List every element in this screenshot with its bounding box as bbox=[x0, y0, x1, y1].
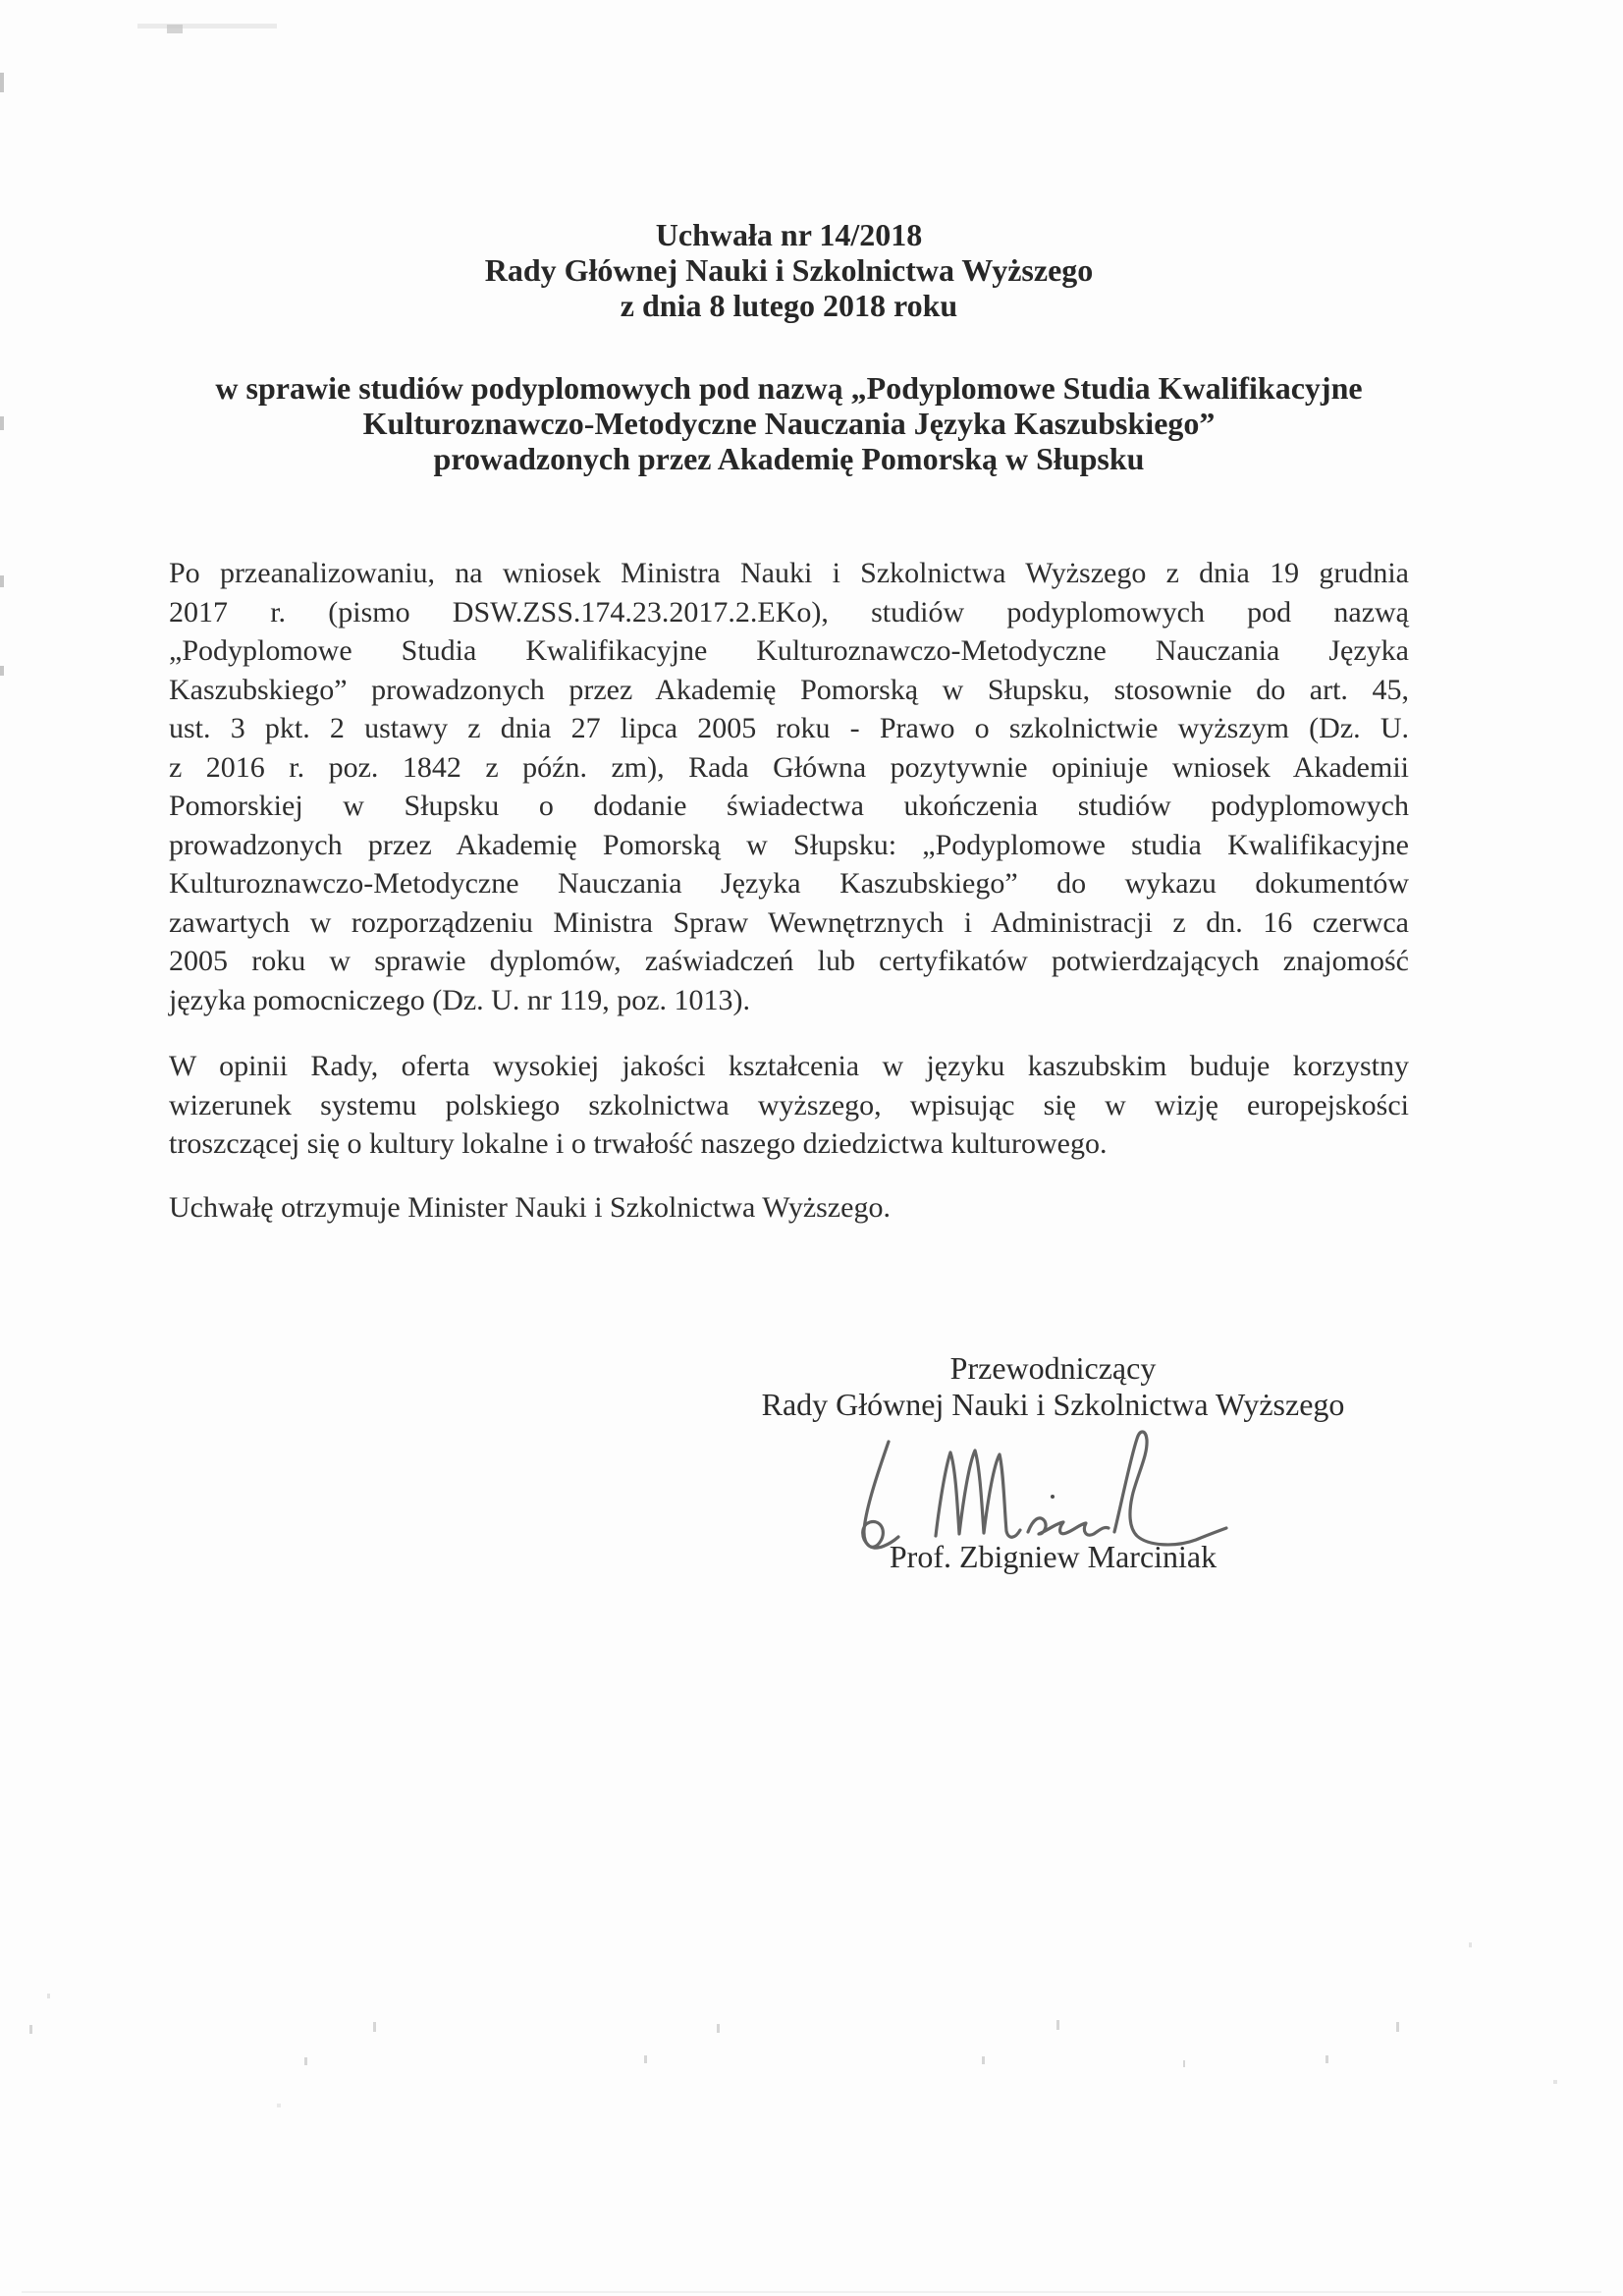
signature-role-line-1: Przewodniczący bbox=[949, 1350, 1157, 1386]
scan-bottom-edge bbox=[22, 2291, 1601, 2293]
body-line: „Podyplomowe Studia Kwalifikacyjne Kulturoznawczo-Metodyczne Nauczania Języka bbox=[169, 634, 1409, 667]
scan-edge-mark bbox=[0, 575, 4, 587]
paragraph-1 bbox=[169, 554, 1409, 1019]
speckle bbox=[29, 2025, 32, 2034]
body-line: Kaszubskiego” prowadzonych przez Akademię Pomorską w Słupsku, stosownie do art. 45, bbox=[169, 673, 1409, 706]
speckle bbox=[644, 2055, 647, 2063]
body-line: Po przeanalizowaniu, na wniosek Ministra Nauki i Szkolnictwa Wyższego z dnia 19 grudnia bbox=[169, 557, 1409, 589]
speckle bbox=[277, 2104, 281, 2107]
subject-line: Kulturoznawczo-Metodyczne Nauczania Języka Kaszubskiego” bbox=[362, 406, 1216, 441]
body-line: wizerunek systemu polskiego szkolnictwa wyższego, wpisując się w wizję europejskości bbox=[169, 1088, 1409, 1121]
speckle bbox=[1469, 1942, 1472, 1947]
body-line: prowadzonych przez Akademię Pomorską w Słupsku: „Podyplomowe studia Kwalifikacyjne bbox=[169, 828, 1409, 861]
scan-smudge bbox=[167, 25, 183, 33]
signature-role-line-2: Rady Głównej Nauki i Szkolnictwa Wyższego bbox=[761, 1387, 1345, 1422]
body-line: 2017 r. (pismo DSW.ZSS.174.23.2017.2.EKo), studiów podyplomowych pod nazwą bbox=[169, 595, 1409, 629]
speckle bbox=[1183, 2060, 1185, 2067]
document-subject bbox=[169, 370, 1409, 476]
body-line: W opinii Rady, oferta wysokiej jakości kształcenia w języku kaszubskim buduje korzystny bbox=[169, 1050, 1409, 1082]
body-line: Kulturoznawczo-Metodyczne Nauczania Języka Kaszubskiego” do wykazu dokumentów bbox=[169, 867, 1409, 900]
speckle bbox=[982, 2056, 985, 2064]
scan-streak bbox=[137, 24, 277, 28]
speckle bbox=[1325, 2055, 1328, 2063]
speckle bbox=[717, 2024, 720, 2033]
body-line: ust. 3 pkt. 2 ustawy z dnia 27 lipca 2005 roku - Prawo o szkolnictwie wyższym (Dz. U. bbox=[169, 712, 1409, 744]
subject-line: prowadzonych przez Akademię Pomorską w Słupsku bbox=[433, 441, 1145, 476]
body-line: zawartych w rozporządzeniu Ministra Spraw Wewnętrznych i Administracji z dn. 16 czerwca bbox=[169, 905, 1409, 939]
scan-edge-mark bbox=[0, 416, 4, 430]
speckle bbox=[304, 2057, 307, 2065]
body-line: z 2016 r. poz. 1842 z późn. zm), Rada Główna pozytywnie opiniuje wniosek Akademii bbox=[169, 750, 1409, 784]
body-line: języka pomocniczego (Dz. U. nr 119, poz. 1013). bbox=[169, 983, 751, 1016]
document-title bbox=[169, 217, 1409, 323]
title-line: Rady Głównej Nauki i Szkolnictwa Wyższego bbox=[484, 252, 1094, 288]
subject-line: w sprawie studiów podyplomowych pod nazwą „Podyplomowe Studia Kwalifikacyjne bbox=[215, 370, 1363, 406]
speckle bbox=[1553, 2080, 1557, 2084]
body-line: troszczącej się o kultury lokalne i o trwałość naszego dziedzictwa kulturowego. bbox=[169, 1127, 1108, 1160]
body-line: Pomorskiej w Słupsku o dodanie świadectwa ukończenia studiów podyplomowych bbox=[169, 790, 1409, 822]
body-line: 2005 roku w sprawie dyplomów, zaświadczeń lub certyfikatów potwierdzających znajomość bbox=[169, 945, 1409, 977]
title-line: z dnia 8 lutego 2018 roku bbox=[620, 288, 958, 323]
title-line: Uchwała nr 14/2018 bbox=[655, 217, 923, 252]
signature-name: Prof. Zbigniew Marciniak bbox=[889, 1539, 1217, 1574]
body-line: Uchwałę otrzymuje Minister Nauki i Szkolnictwa Wyższego. bbox=[169, 1191, 891, 1224]
speckle bbox=[1056, 2020, 1059, 2030]
scan-edge-mark bbox=[0, 666, 4, 676]
speckle bbox=[47, 1994, 50, 1998]
speckle bbox=[373, 2022, 376, 2032]
scan-edge-mark bbox=[0, 73, 4, 92]
speckle bbox=[1396, 2022, 1399, 2032]
paragraph-2 bbox=[169, 1047, 1409, 1164]
paragraph-3 bbox=[169, 1188, 1409, 1228]
